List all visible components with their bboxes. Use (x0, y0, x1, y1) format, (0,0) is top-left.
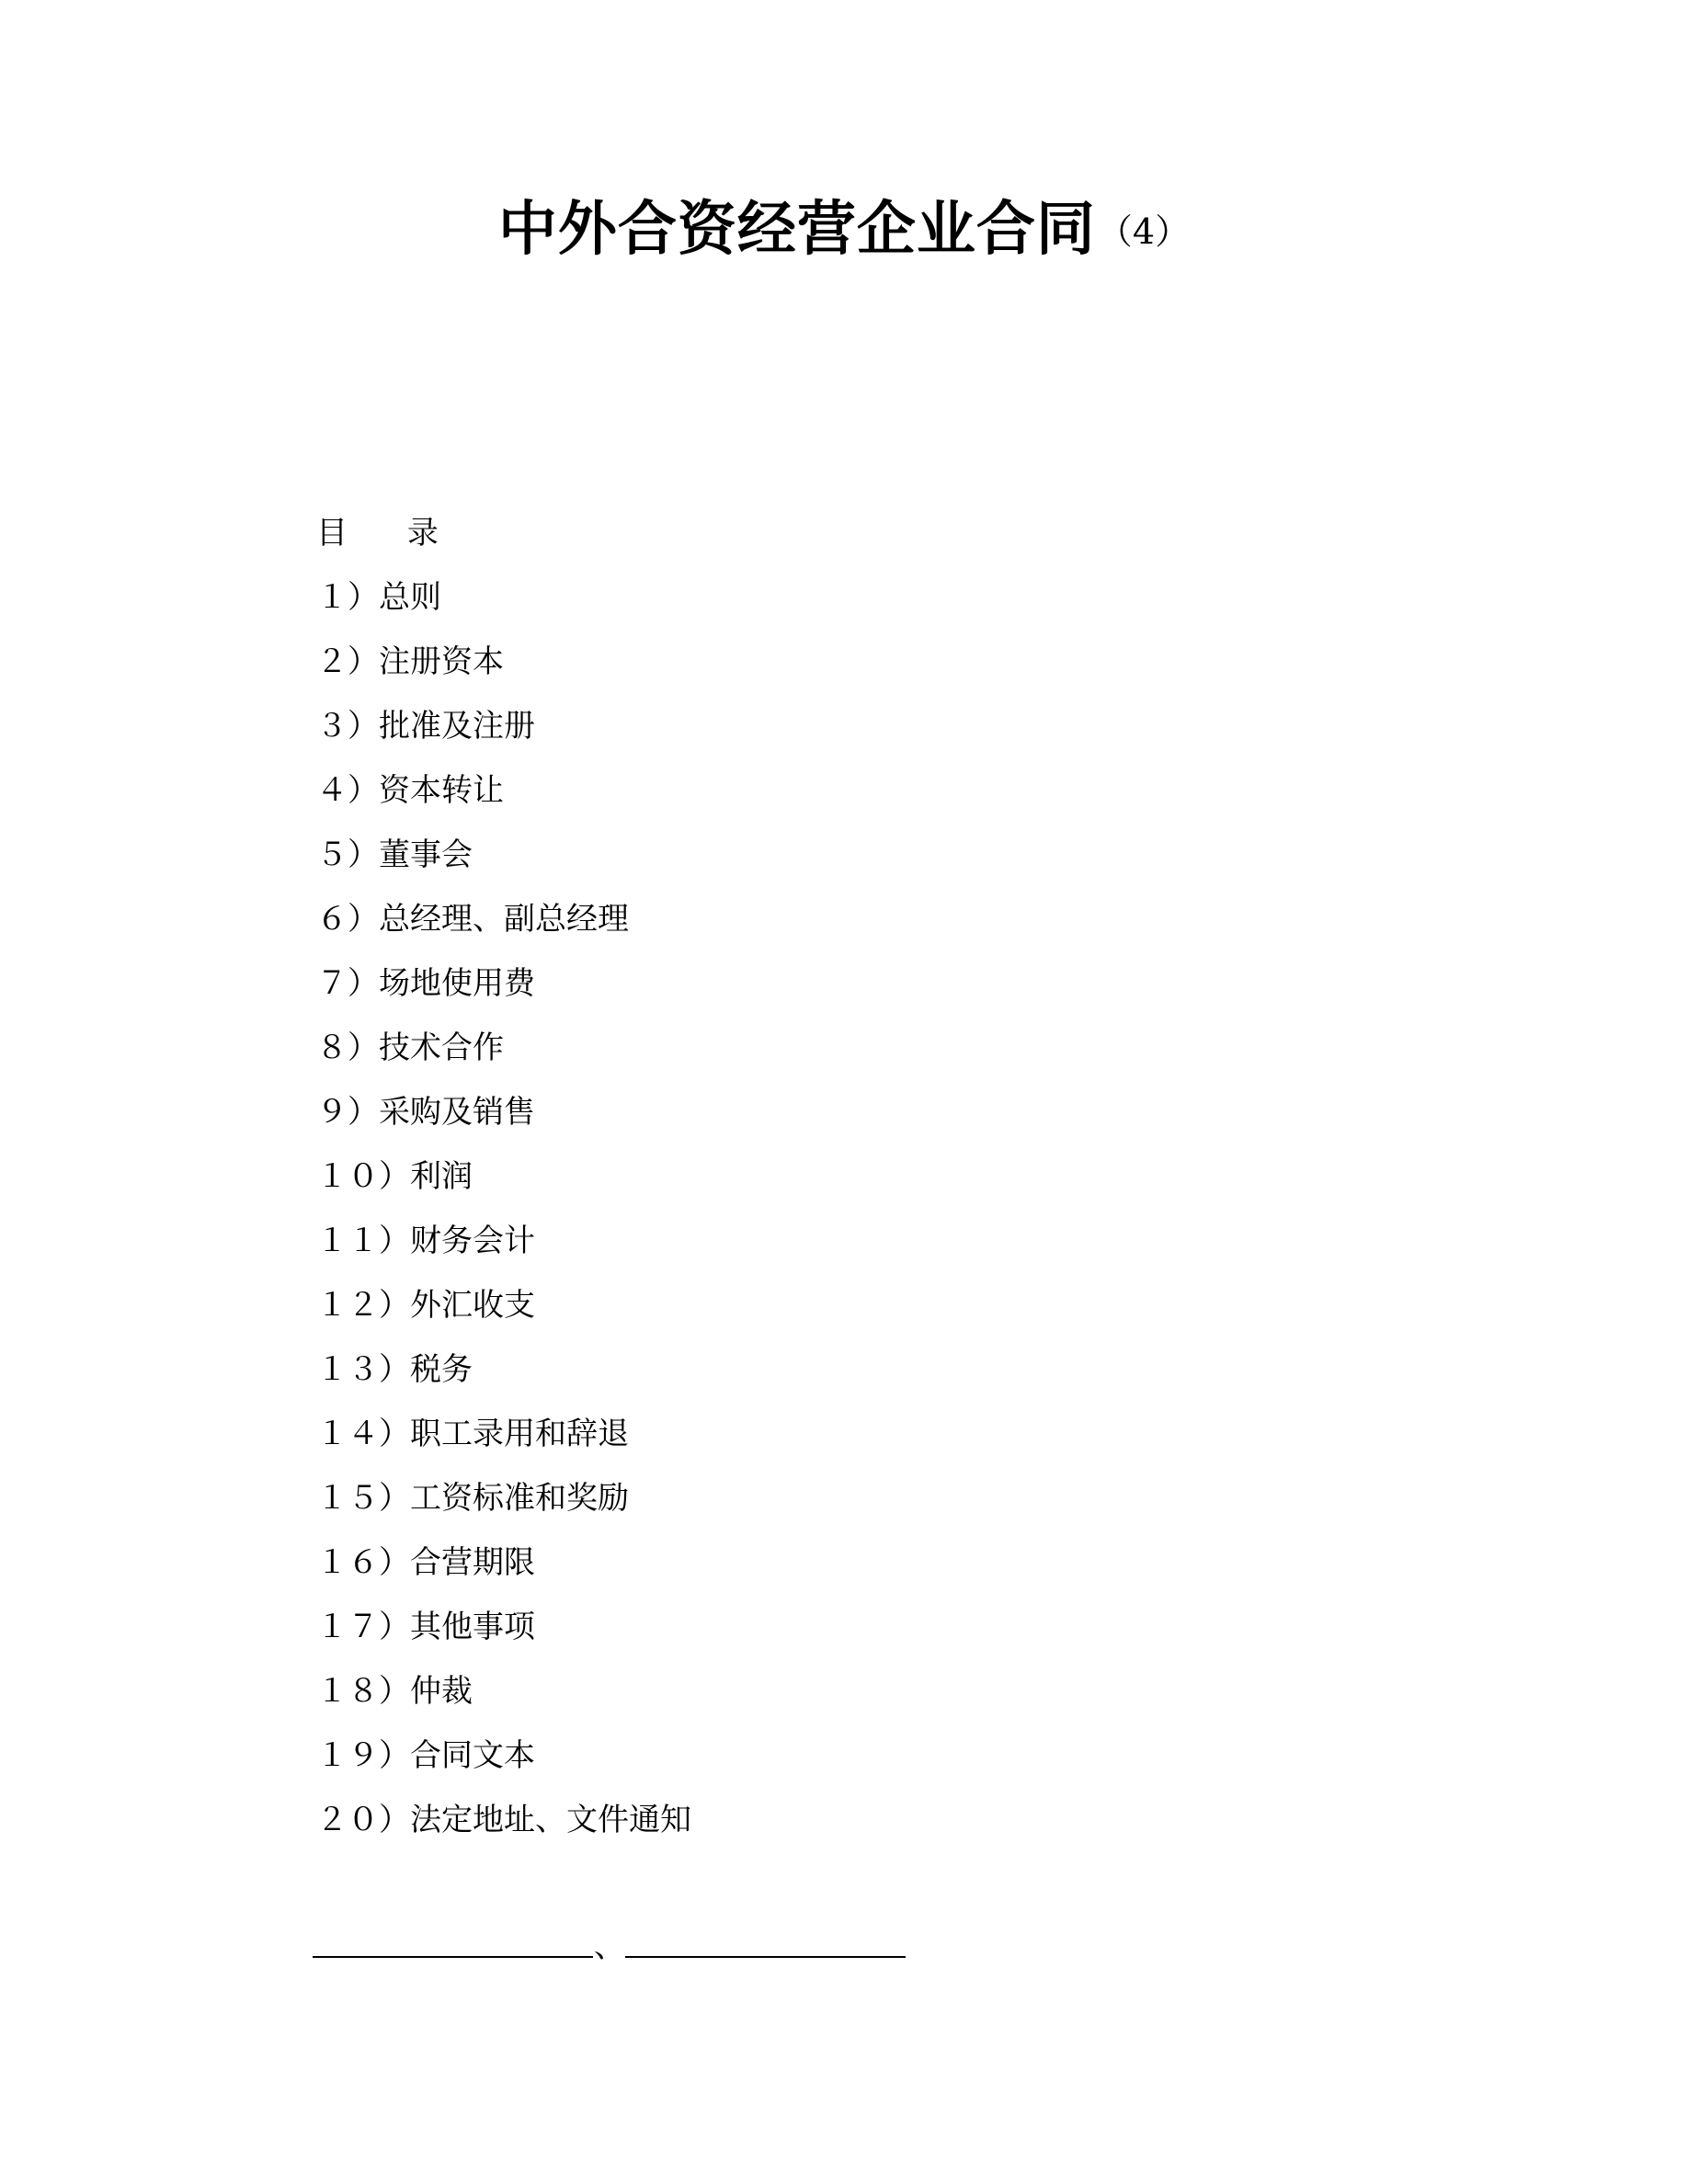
document-title (0, 196, 1688, 264)
toc-item: １７）其他事项 (316, 1609, 535, 1645)
toc-item: １２）外汇收支 (316, 1287, 535, 1324)
toc-item: １６）合营期限 (316, 1544, 535, 1581)
party-separator: 、 (594, 1928, 625, 1965)
toc-item: １１）财务会计 (316, 1223, 535, 1259)
toc-item: １９）合同文本 (316, 1737, 535, 1774)
toc-item: １３）税务 (316, 1351, 473, 1388)
toc-item: ７）场地使用费 (316, 965, 535, 1002)
title-main: 中外合资经营企业合同 (497, 196, 1096, 264)
toc-item: １４）职工录用和辞退 (316, 1416, 629, 1452)
toc-item: １０）利润 (316, 1158, 473, 1195)
toc-item: ３）批准及注册 (316, 708, 535, 745)
toc-item: ２０）法定地址、文件通知 (316, 1802, 691, 1838)
party-a-blank (313, 1956, 593, 1958)
toc-item: ９）采购及销售 (316, 1094, 535, 1131)
title-suffix: （4） (1097, 211, 1191, 252)
toc-item: ５）董事会 (316, 836, 473, 873)
toc-item: ２）注册资本 (316, 643, 504, 680)
party-b-blank (625, 1956, 906, 1958)
toc-item: １８）仲裁 (316, 1673, 473, 1710)
toc-list (316, 565, 1420, 1852)
toc-heading: 目 录 (316, 515, 439, 552)
table-of-contents (316, 501, 1420, 1852)
toc-item: ６）总经理、副总经理 (316, 901, 629, 938)
toc-item: １５）工资标准和奖励 (316, 1480, 629, 1517)
toc-item: ４）资本转让 (316, 772, 504, 809)
party-names-blanks (313, 1928, 919, 1965)
toc-item: １）总则 (316, 579, 441, 616)
toc-item: ８）技术合作 (316, 1029, 504, 1066)
